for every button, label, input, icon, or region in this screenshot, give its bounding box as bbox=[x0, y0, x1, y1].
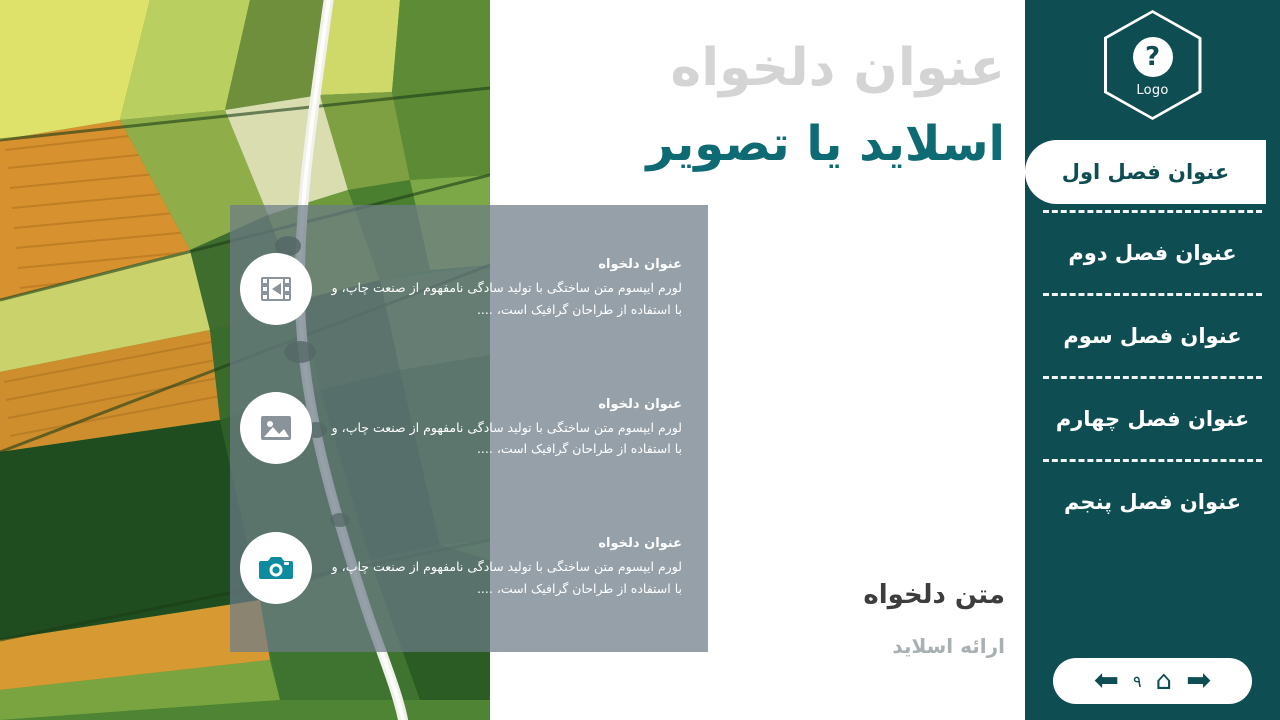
list-item-body: لورم ایپسوم متن ساختگی با تولید سادگی نامفهوم از صنعت چاپ، و با استفاده از طراحان گرافیک است، .... bbox=[331, 559, 682, 597]
nav-divider bbox=[1043, 293, 1262, 296]
chapter-nav bbox=[1025, 140, 1280, 536]
next-arrow-icon[interactable]: ➡ bbox=[1186, 663, 1212, 698]
prev-arrow-icon[interactable]: ⬅ bbox=[1093, 663, 1119, 698]
sidebar-item-chapter-4[interactable] bbox=[1025, 385, 1280, 453]
sidebar-item-chapter-2[interactable] bbox=[1025, 219, 1280, 287]
logo[interactable] bbox=[1025, 6, 1280, 124]
image-icon-glyph bbox=[259, 413, 293, 443]
footer-title: متن دلخواه bbox=[863, 580, 1005, 610]
film-icon-glyph bbox=[259, 274, 293, 304]
nav-divider bbox=[1043, 459, 1262, 462]
page-subtitle: اسلاید یا تصویر bbox=[646, 116, 1005, 172]
nav-divider bbox=[1043, 376, 1262, 379]
list-item-title: عنوان دلخواه bbox=[598, 256, 682, 272]
sidebar-item-label: عنوان فصل چهارم bbox=[1055, 407, 1250, 431]
list-item-body: لورم ایپسوم متن ساختگی با تولید سادگی نامفهوم از صنعت چاپ، و با استفاده از طراحان گرافیک است، .... bbox=[331, 279, 682, 317]
page-title: عنوان دلخواه bbox=[670, 38, 1005, 98]
question-mark-icon: ? bbox=[1133, 37, 1173, 77]
sidebar-item-chapter-5[interactable] bbox=[1025, 468, 1280, 536]
sidebar-item-label: عنوان فصل دوم bbox=[1068, 241, 1237, 265]
sidebar-item-label: عنوان فصل پنجم bbox=[1063, 490, 1242, 514]
nav-divider bbox=[1043, 210, 1262, 213]
film-icon[interactable] bbox=[240, 253, 312, 325]
list-item[interactable] bbox=[230, 392, 708, 464]
sidebar-item-chapter-1[interactable] bbox=[1025, 140, 1266, 204]
sidebar bbox=[1025, 0, 1280, 720]
hexagon-logo-frame bbox=[1104, 10, 1202, 120]
list-item-body: لورم ایپسوم متن ساختگی با تولید سادگی نامفهوم از صنعت چاپ، و با استفاده از طراحان گرافیک است، .... bbox=[331, 419, 682, 457]
sidebar-item-label: عنوان فصل سوم bbox=[1063, 324, 1242, 348]
pager bbox=[1053, 658, 1252, 704]
list-item-title: عنوان دلخواه bbox=[598, 396, 682, 412]
sidebar-item-chapter-3[interactable] bbox=[1025, 302, 1280, 370]
list-item-text bbox=[330, 397, 682, 461]
list-item[interactable] bbox=[230, 253, 708, 325]
page-number: ۹ bbox=[1132, 671, 1142, 691]
logo-label: Logo bbox=[1136, 82, 1169, 98]
sidebar-item-label: عنوان فصل اول bbox=[1061, 160, 1230, 184]
camera-icon-glyph bbox=[258, 553, 294, 583]
list-item-title: عنوان دلخواه bbox=[598, 536, 682, 552]
logo-content bbox=[1133, 37, 1173, 98]
list-item-text bbox=[330, 257, 682, 321]
footer-subtitle: ارائه اسلاید bbox=[892, 634, 1005, 658]
image-icon[interactable] bbox=[240, 392, 312, 464]
home-icon[interactable]: ⌂ bbox=[1155, 666, 1173, 696]
